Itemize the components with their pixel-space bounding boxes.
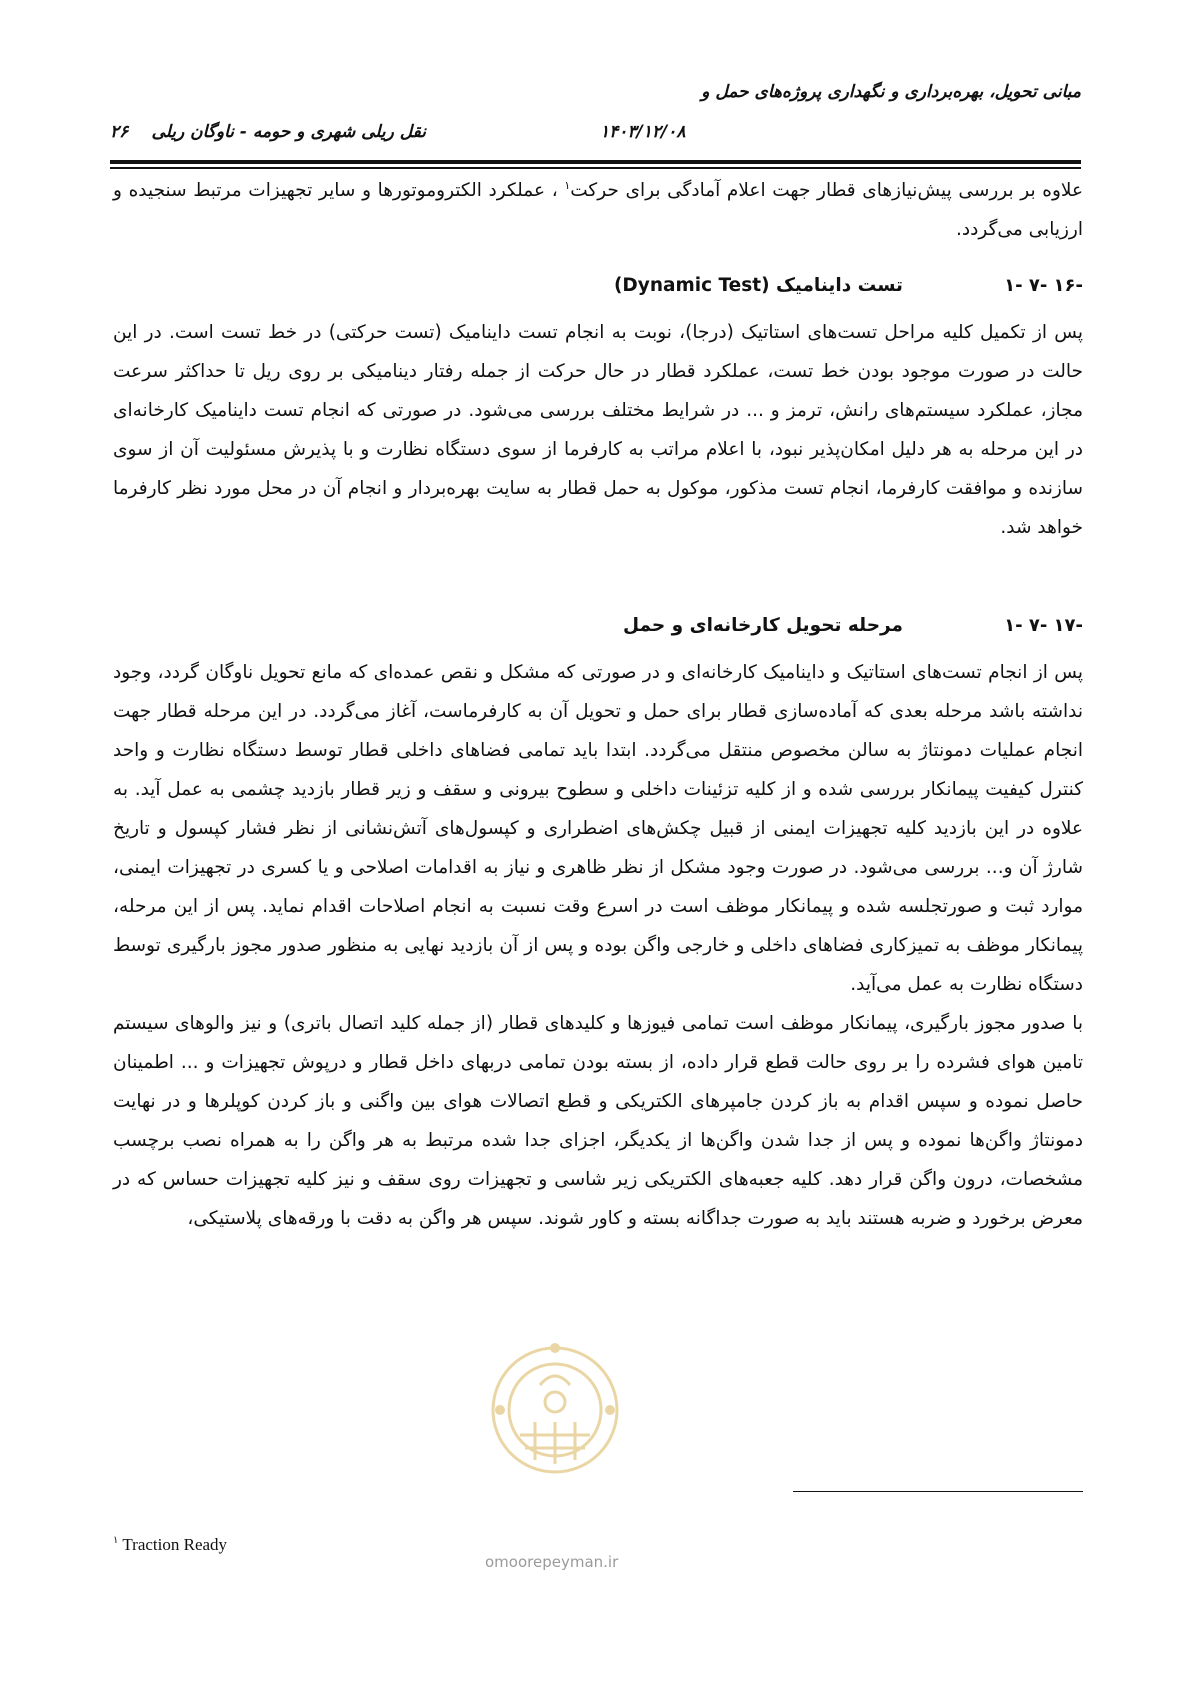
section-title: تست داینامیک (Dynamic Test)	[613, 275, 903, 297]
footnote	[113, 1535, 227, 1555]
footnote-marker: ۱	[113, 1535, 119, 1547]
header-rule-thick	[110, 160, 1081, 164]
footnote-text: Traction Ready	[122, 1535, 228, 1554]
page-content	[113, 166, 1083, 1238]
header-title-line2: نقل ریلی شهری و حومه - ناوگان ریلی	[151, 122, 426, 142]
section-title: مرحله تحویل کارخانه‌ای و حمل	[622, 615, 903, 637]
header-title-line1: مبانی تحویل، بهره‌برداری و نگهداری پروژه‌های حمل و	[701, 82, 1081, 102]
intro-paragraph	[113, 166, 1083, 249]
intro-text-after-ref: ، عملکرد الکتروموتورها و سایر تجهیزات مرتبط سنجیده و ارزیابی می‌گردد.	[113, 180, 1083, 241]
watermark-url: omoorepeyman.ir	[485, 1553, 619, 1571]
section-paragraph-2: با صدور مجوز بارگیری، پیمانکار موظف است تمامی فیوزها و کلیدهای قطار (از جمله کلید اتصال باتری) و نیز والوهای سیستم تامین هوای فشرده را بر روی حالت قطع قرار داده، از بسته بودن تمامی دربهای داخل قطار و درپوش تجهیزات و ... اطمینان حاصل نموده و سپس اقدام به باز کردن جامپرهای الکتریکی و قطع اتصالات هوای بین واگنی و باز کردن کوپلرها و در نهایت دمونتاژ واگن‌ها نموده و پس از جدا شدن واگن‌ها از یکدیگر، اجزای جدا شده مرتبط به هر واگن را به همراه نصب برچسب مشخصات، درون واگن قرار دهد. کلیه جعبه‌های الکتریکی زیر شاسی و تجهیزات روی سقف و نیز کلیه تجهیزات حساس که در معرض برخورد و ضربه هستند باید به صورت جداگانه بسته و کاور شوند. سپس هر واگن به دقت با ورقه‌های پلاستیکی،	[113, 1013, 1083, 1230]
footnote-reference: ۱	[564, 179, 571, 192]
section-heading-dynamic-test	[113, 267, 1083, 307]
section-number: ۱- ۷- ۱۷-	[1004, 615, 1083, 637]
intro-text-before-ref: علاوه بر بررسی پیش‌نیازهای قطار جهت اعلام آمادگی برای حرکت	[570, 180, 1083, 202]
section-heading-factory-delivery	[113, 607, 1083, 647]
page-number: ۲۶	[110, 122, 129, 142]
section-number: ۱- ۷- ۱۶-	[1004, 275, 1083, 297]
section-paragraph-1: پس از انجام تست‌های استاتیک و داینامیک کارخانه‌ای و در صورتی که مشکل و نقص عمده‌ای که مانع تحویل ناوگان گردد، وجود نداشته باشد مرحله بعدی که آماده‌سازی قطار برای حمل و تحویل آن به کارفرماست، آغاز می‌گردد. در این مرحله قطار جهت انجام عملیات دمونتاژ به سالن مخصوص منتقل می‌گردد. ابتدا باید تمامی فضاهای داخلی قطار توسط دستگاه نظارت و واحد کنترل کیفیت پیمانکار بررسی شده و از کلیه تزئینات داخلی و سطوح بیرونی و سقف و زیر قطار بازدید چشمی به عمل آید. به علاوه در این بازدید کلیه تجهیزات ایمنی از قبیل چکش‌های اضطراری و کپسول‌های آتش‌نشانی از نظر فشار کپسول و تاریخ شارژ آن و... بررسی می‌شود. در صورت وجود مشکل از نظر ظاهری و نیاز به اقدامات اصلاحی و یا کسری در تجهیزات ایمنی، موارد ثبت و صورتجلسه شده و پیمانکار موظف است در اسرع وقت نسبت به انجام اصلاحات اقدام نماید. پس از این مرحله، پیمانکار موظف به تمیزکاری فضاهای داخلی و خارجی واگن بوده و پس از آن بازدید نهایی به منظور صدور مجوز بارگیری توسط دستگاه نظارت به عمل می‌آید.	[113, 662, 1083, 996]
footnote-divider	[793, 1491, 1083, 1492]
page-header	[110, 78, 1081, 168]
header-date: ۱۴۰۳/۱۲/۰۸	[600, 122, 686, 142]
section-body-dynamic-test: پس از تکمیل کلیه مراحل تست‌های استاتیک (درجا)، نوبت به انجام تست داینامیک (تست حرکتی) در خط تست است. در این حالت در صورت موجود بودن خط تست، عملکرد قطار در حال حرکت از جمله رفتار دینامیکی بر روی ریل تا حداکثر سرعت مجاز، عملکرد سیستم‌های رانش، ترمز و ... در شرایط مختلف بررسی می‌شود. در صورتی که انجام تست داینامیک کارخانه‌ای در این مرحله به هر دلیل امکان‌پذیر نبود، با اعلام مراتب به کارفرما از سوی دستگاه نظارت و با پذیرش مسئولیت آن از سوی سازنده و موافقت کارفرما، انجام تست مذکور، موکول به حمل قطار به سایت بهره‌بردار و انجام آن در محل مورد نظر کارفرما خواهد شد.	[113, 322, 1083, 539]
seal-logo-icon	[480, 1330, 630, 1490]
